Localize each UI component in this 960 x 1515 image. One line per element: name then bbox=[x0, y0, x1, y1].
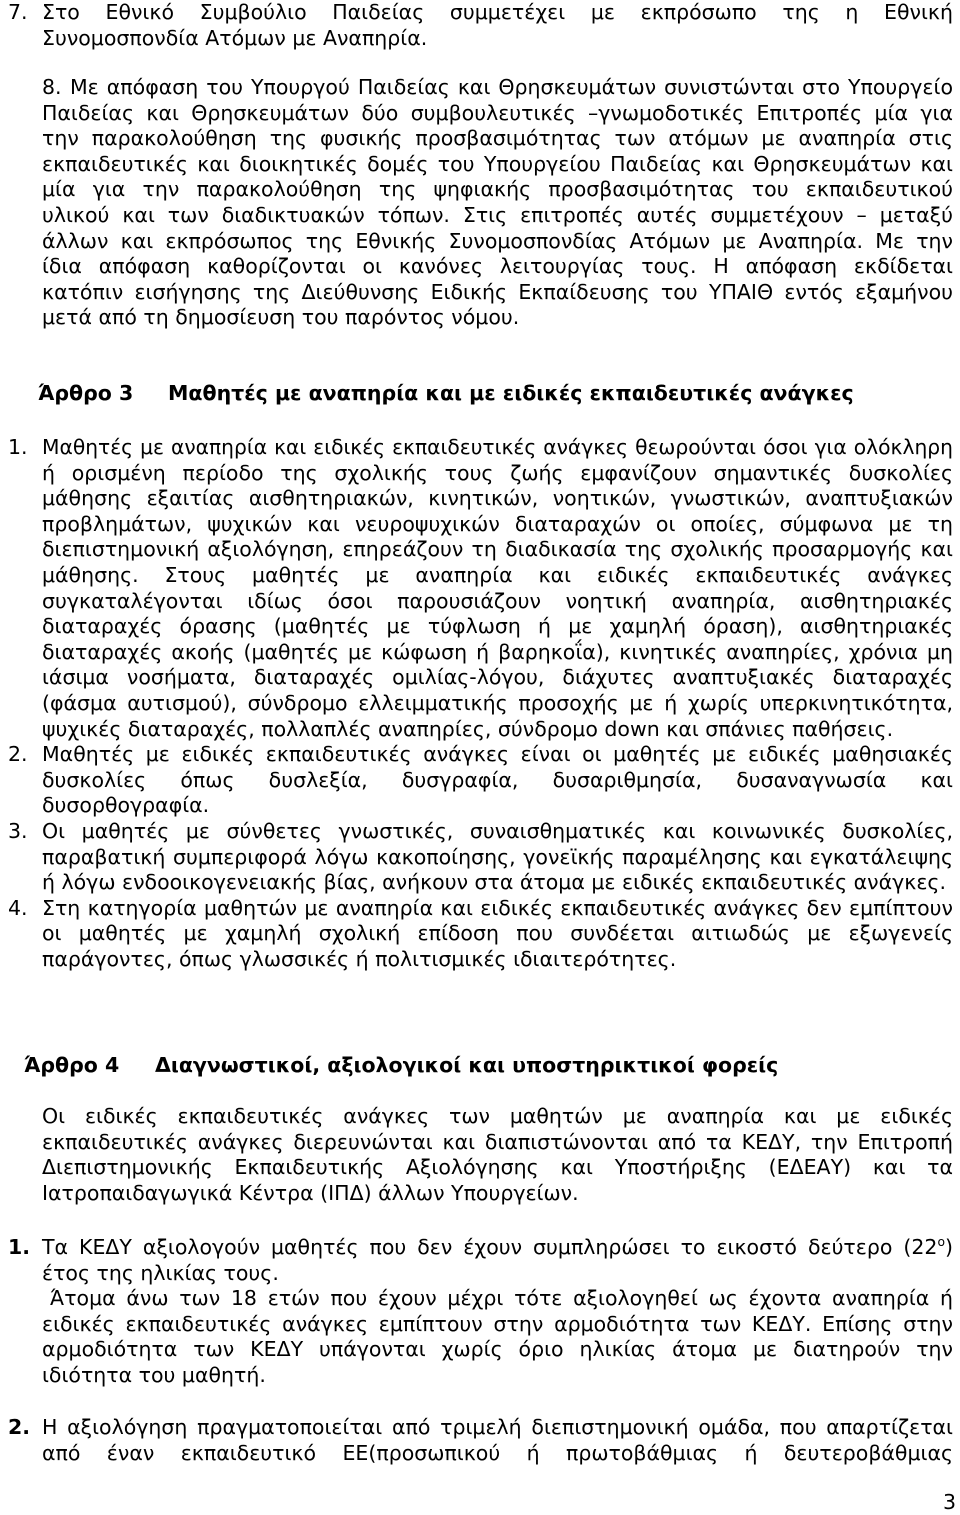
text-line: υλικού και των διαδικτυακών τόπων. Στις επιτροπές αυτές συμμετέχουν – μεταξύ bbox=[42, 202, 953, 227]
text-line: ή ορισμένη περίοδο της σχολικής τους ζωής εμφανίζουν σημαντικές δυσκολίες bbox=[42, 460, 953, 485]
text-line: ιδιότητα του μαθητή. bbox=[42, 1362, 266, 1387]
text-line: Στο Εθνικό Συμβούλιο Παιδείας συμμετέχει με εκπρόσωπο της η Εθνική bbox=[42, 0, 953, 24]
text-line: Άτομα άνω των 18 ετών που έχουν μέχρι τότε αξιολογηθεί ως έχοντα αναπηρία ή bbox=[50, 1286, 953, 1311]
text-segment: ) bbox=[945, 1235, 953, 1259]
text-line: άλλων και εκπρόσωπος της Εθνικής Συνομοσπονδίας Ατόμων με Αναπηρία. Με την bbox=[42, 228, 953, 253]
text-line: Παιδείας και Θρησκευμάτων δύο συμβουλευτικές –γνωμοδοτικές Επιτροπές μία για bbox=[42, 100, 953, 125]
text-line bbox=[42, 1235, 953, 1261]
text-line: Οι ειδικές εκπαιδευτικές ανάγκες των μαθητών με αναπηρία και με ειδικές bbox=[42, 1104, 953, 1128]
text-line: αρμοδιότητα των ΚΕΔΥ υπάγονται χωρίς όριο ηλικίας άτομα με διατηρούν την bbox=[42, 1337, 953, 1362]
text-line: ψυχικές διαταραχές, πολλαπλές αναπηρίες, σύνδρομο down και σπάνιες παθήσεις. bbox=[42, 716, 894, 741]
text-line: Στη κατηγορία μαθητών με αναπηρία και ειδικές εκπαιδευτικές ανάγκες δεν εμπίπτουν bbox=[42, 895, 953, 920]
item-text bbox=[42, 1415, 953, 1466]
item-number: 2. bbox=[8, 742, 28, 767]
superscript: ο bbox=[937, 1235, 945, 1250]
text-line: μάθησης. Στους μαθητές με αναπηρία και ειδικές εκπαιδευτικές ανάγκες bbox=[42, 562, 953, 587]
text-line: μάθησης εξαιτίας αισθητηριακών, κινητικών, νοητικών, γνωστικών, αναπτυξιακών bbox=[42, 486, 953, 511]
article-label: Άρθρο 4 bbox=[24, 1053, 120, 1077]
article-title: Διαγνωστικοί, αξιολογικοί και υποστηρικτικοί φορείς bbox=[155, 1053, 779, 1077]
item-text bbox=[42, 1235, 953, 1286]
text-line: Μαθητές με ειδικές εκπαιδευτικές ανάγκες είναι οι μαθητές με ειδικές μαθησιακές bbox=[42, 742, 953, 767]
text-line: από έναν εκπαιδευτικό ΕΕ(προσωπικού ή πρωτοβάθμιας ή δευτεροβάθμιας bbox=[42, 1440, 953, 1465]
item-text bbox=[42, 0, 953, 51]
text-line: εκπαιδευτικές ανάγκες διερευνώνται και διαπιστώνονται από τα ΚΕΔΥ, την Επιτροπή bbox=[42, 1129, 953, 1154]
article-title: Μαθητές με αναπηρία και με ειδικές εκπαιδευτικές ανάγκες bbox=[168, 381, 854, 405]
text-line: Μαθητές με αναπηρία και ειδικές εκπαιδευτικές ανάγκες θεωρούνται όσοι για ολόκληρη bbox=[42, 435, 953, 459]
list-item bbox=[0, 0, 953, 51]
item-number: 1. bbox=[8, 1235, 31, 1259]
text-line: ή λόγω ενδοοικογενειακής βίας, ανήκουν στα άτομα με ειδικές εκπαιδευτικές ανάγκες. bbox=[42, 870, 946, 895]
text-line: συγκαταλέγονται ιδίως όσοι παρουσιάζουν νοητική αναπηρία, αισθητηριακές bbox=[42, 588, 953, 613]
text-line: διαταραχές όρασης (μαθητές με τύφλωση ή με χαμηλή όραση), αισθητηριακές bbox=[42, 614, 953, 639]
text-line: κατόπιν εισήγησης της Διεύθυνσης Ειδικής Εκπαίδευσης του ΥΠΑΙΘ εντός εξαμήνου bbox=[42, 279, 953, 304]
text-line: παραβατική συμπεριφορά λόγω κακοποίησης, γονεϊκής παραμέλησης και εγκατάλειψης bbox=[42, 844, 953, 869]
text-segment: Τα ΚΕΔΥ αξιολογούν μαθητές που δεν έχουν συμπληρώσει το εικοστό δεύτερο (22 bbox=[42, 1235, 938, 1259]
article-label: Άρθρο 3 bbox=[38, 381, 134, 405]
item-text bbox=[42, 75, 953, 331]
item-number: 1. bbox=[8, 435, 28, 459]
text-line: Με απόφαση του Υπουργού Παιδείας και Θρησκευμάτων συνιστώνται στο Υπουργείο bbox=[70, 75, 953, 99]
item-text bbox=[42, 896, 953, 973]
text-line: δυσκολίες όπως δυσλεξία, δυσγραφία, δυσαριθμησία, δυσαναγνωσία και bbox=[42, 767, 953, 792]
text-line: οι μαθητές με χαμηλή σχολική επίδοση που συνδέεται αιτιωδώς με εξωγενείς bbox=[42, 921, 953, 946]
item-text bbox=[42, 742, 953, 819]
page-number: 3 bbox=[942, 1490, 956, 1514]
text-line: Συνομοσπονδία Ατόμων με Αναπηρία. bbox=[42, 25, 428, 50]
text-line: διαταραχές ακοής (μαθητές με κώφωση ή βαρηκοΐα), κινητικές αναπηρίες, χρόνια μη bbox=[42, 639, 953, 664]
item-number: 2. bbox=[8, 1415, 31, 1439]
text-line: (φάσμα αυτισμού), σύνδρομο ελλειμματικής προσοχής με ή χωρίς υπερκινητικότητα, bbox=[42, 690, 953, 715]
item-number: 8. bbox=[42, 75, 62, 99]
item-text bbox=[42, 819, 953, 896]
item-number: 7. bbox=[8, 0, 28, 24]
intro-text bbox=[42, 1104, 953, 1206]
text-line: διεπιστημονική αξιολόγηση, επηρεάζουν τη διαδικασία της σχολικής προσαρμογής και bbox=[42, 537, 953, 562]
item-text bbox=[42, 435, 953, 742]
text-line: παράγοντες, όπως γλωσσικές ή πολιτισμικές ιδιαιτερότητες. bbox=[42, 946, 677, 971]
text-line: ίδια απόφαση καθορίζονται οι κανόνες λειτουργίας τους. Η απόφαση εκδίδεται bbox=[42, 254, 953, 279]
text-line: εκπαιδευτικές και διοικητικές δομές του Υπουργείου Παιδείας και Θρησκευμάτων και bbox=[42, 151, 953, 176]
list-item bbox=[0, 1235, 953, 1389]
article-intro bbox=[0, 1104, 953, 1206]
list-item bbox=[0, 819, 953, 896]
text-line: ιάσιμα νοσήματα, διαταραχές ομιλίας-λόγου, διάχυτες αναπτυξιακές διαταραχές bbox=[42, 665, 953, 690]
text-line: Οι μαθητές με σύνθετες γνωστικές, συναισθηματικές και κοινωνικές δυσκολίες, bbox=[42, 818, 953, 843]
text-line: Η αξιολόγηση πραγματοποιείται από τριμελή διεπιστημονική ομάδα, που απαρτίζεται bbox=[42, 1415, 953, 1439]
item-number: 3. bbox=[8, 818, 28, 843]
text-line: Ιατροπαιδαγωγικά Κέντρα (ΙΠΔ) άλλων Υπουργείων. bbox=[42, 1180, 579, 1205]
text-line: προβλημάτων, ψυχικών και νευροψυχικών διαταραχών οι οποίες, σύμφωνα με τη bbox=[42, 511, 953, 536]
item-continuation-text bbox=[42, 1286, 953, 1388]
item-number: 4. bbox=[8, 895, 28, 920]
text-line: μία για την παρακολούθηση της ψηφιακής προσβασιμότητας του εκπαιδευτικού bbox=[42, 177, 953, 202]
text-line: μετά από τη δημοσίευση του παρόντος νόμου. bbox=[42, 305, 520, 330]
article-3-list bbox=[0, 435, 953, 972]
list-item bbox=[0, 742, 953, 819]
text-line: την παρακολούθηση της φυσικής προσβασιμότητας των ατόμων με αναπηρία στις bbox=[42, 126, 953, 151]
list-item bbox=[0, 896, 953, 973]
list-item bbox=[0, 1415, 953, 1466]
text-line: ειδικές εκπαιδευτικές ανάγκες εμπίπτουν στην αρμοδιότητα των ΚΕΔΥ. Επίσης στην bbox=[42, 1311, 953, 1336]
list-item bbox=[0, 75, 953, 331]
text-line: έτος της ηλικίας τους. bbox=[42, 1260, 279, 1285]
text-line: δυσορθογραφία. bbox=[42, 793, 210, 818]
text-line: Διεπιστημονικής Εκπαιδευτικής Αξιολόγησης και Υποστήριξης (ΕΔΕΑΥ) και τα bbox=[42, 1155, 953, 1180]
list-item bbox=[0, 435, 953, 742]
